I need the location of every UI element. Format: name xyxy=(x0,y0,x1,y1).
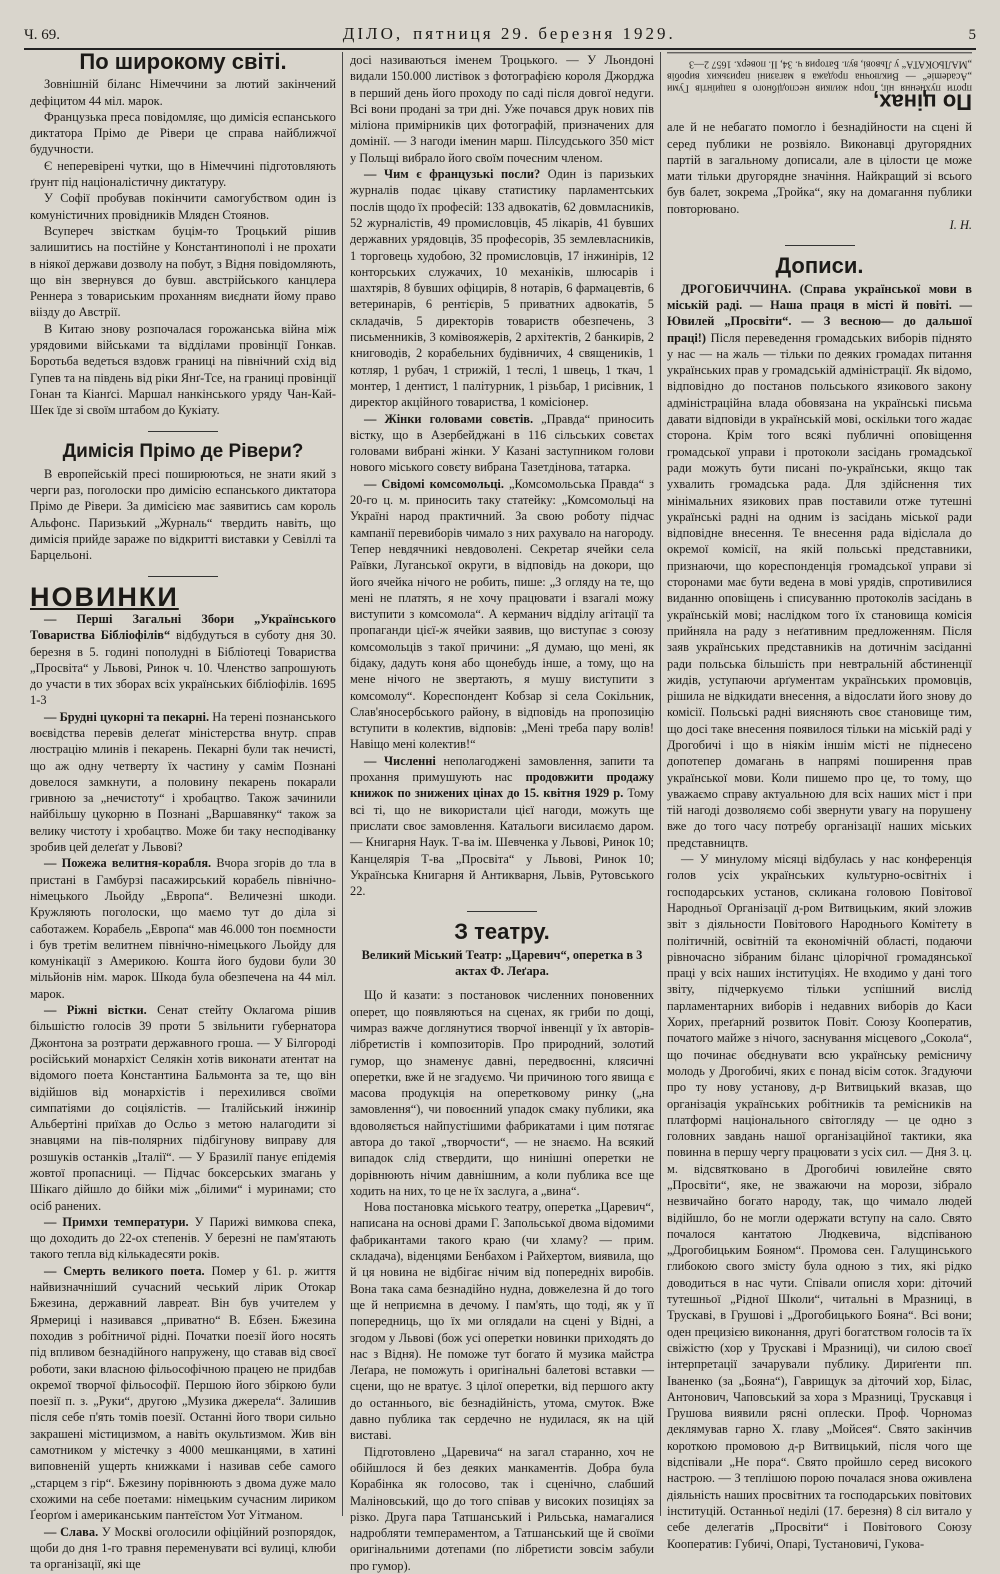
news-text: У Москві оголосили офіційний розпорядок, щоби до дня 1-го травня переменувати всі вулиці, клюби та організації, які ще xyxy=(30,1524,336,1572)
paragraph: У Софії пробував покінчити самогубством один із комуністичних провідників Млядєн Стоянов. xyxy=(30,191,336,222)
section-heading-world: По широкому світі. xyxy=(79,49,287,74)
separator xyxy=(148,576,218,577)
author-signature: І. Н. xyxy=(949,218,972,233)
column-1 xyxy=(30,49,336,1572)
news-item xyxy=(30,1214,336,1263)
news-title: — Слава. xyxy=(44,1524,99,1539)
theatre-subtitle: Великий Міський Театр: „Царевич“, оперетка в 3 актах Ф. Леґара. xyxy=(361,947,643,979)
article-heading-primo: Димісія Прімо де Рівери? xyxy=(62,440,304,462)
news-text: На терені познанського воєвідства перевів делеґат міністерства внутр. справ люстрацію млинів і пекарень. Пекарні були так нечисті, що аж одну четверту їх частину у самім Познані довелося замкнути, а половину пекарень покарали гривною за „нечистоту“ і хробацтво. Також зачинили найбільшу цукорню в Познані „Варшавянку“ також за велику чистоту і хробацтво. Може би таку несподіванку зробив цей делеґат у Львові? xyxy=(30,709,336,855)
letter-item xyxy=(667,281,972,851)
news-item xyxy=(30,1263,336,1524)
upside-down-advertisement xyxy=(667,52,972,115)
paragraph: Нова постановка міського театру, оперетка „Царевич“, написана на основі драми Г. Запольської двома відомими фабрикантами такого краю (чи хламу? — прим. складача), віденцями Бенбахом і Райхертом, виявила, що й ця новина не відбігає нічим від попередніх виробів. Вона така сама безнадійно нудна, довжелезна й до того ще й неприємна в дечому. І пам'ять, що тоді, як у її попередниць, що їх ми оглядали на сцені у Відні, а згодом у Львові (бож усі оперетки новинки приходять до нас з Відня). Не поможе тут богато й музика майстра Леґара, не поможуть і оригінальні балетові вставки — сцени, що не вратує. З цілої оперетки, від першого акту до останнього, віє безнадійність, утома, смуток. Вже давно публика так сердечно не нудилася, як на цій виставі. xyxy=(350,1200,654,1443)
news-item xyxy=(30,709,336,856)
ad-heading: По цінах, xyxy=(873,89,972,115)
paragraph: Всупереч звісткам буцім-то Троцький рішив залишитись на постійне у Константинополі і не прохати в ніякої держави дозволу на побут, з Відня повідомляють, що він звернувся до бувш. австрійського канцлера Реннера з товариським проханням виєднати йому право віізду до Австрії. xyxy=(30,223,336,320)
news-text: Помер у 61. р. життя найвизначніший сучасний чеський лірик Отокар Бжезина, державний лавреат. Він був учителем у Ярмериці і називався „приватно“ В. Ебзен. Бжезина походив з робітничої ріднi. Початки поезії його носять під впливом безнадійного напружену, що ставав від своєї роботи, заки власною фільософічною працею не придбав окремої творчої фільософії. Першою його збіркою були поезії п. з. „Руки“, другою „Музика джерела“. Залишив після себе п'ять томів поезії. Останні його твори сильно закрашені містицизмом, а навіть окультизмом. Жив він самотником у містечку з 4000 мешканцями, в хатині виповненій ущерть книжками і називав себе самого „старцем з гір“. Бжезину порівнюють з двома дуже мало схожими на себе поетами: німецьким сучасним лириком Ґеорґом і американським пантеїстом Уот Уітманом. xyxy=(30,1263,336,1523)
page-number: 5 xyxy=(968,27,976,43)
news-text: Сенат стейту Оклагома рішив більшістю голосів 39 проти 5 звільнити губернатора Джонтона за розтрати державного гроша. — У Білгороді російський монархіст Селякін хотів виконати атентат на відомого поета Константина Бальмонта за те, що він відійшов від монархістів і перехилився своїми симпатіями до соціялістів. — Італійський інжинір Альбертіні приїхав до Осльо з метою налагодити зі знавцями на пів-полярних підбігунову виправу для розшуків останків „Італії“. — У Бразилії панує епідемія жовтої пропасниці. — Підчас боксерських змагань у Шікаго дійшло до бійки між „білими“ і муринами; сто осіб ранених. xyxy=(30,1003,336,1213)
news-item xyxy=(350,476,654,753)
section-heading-news: НОВИНКИ xyxy=(30,581,179,612)
news-title: — Численні xyxy=(364,753,436,768)
news-title: — Пожежа велитня-корабля. xyxy=(44,856,212,871)
news-text: відбудуться в суботу дня 30. березня в 5. годині пополудні в Бібліотеці Товариства „Просвіта“ у Львові, Ринок ч. 10. Членство запрошують до участи в тих зборах всіх українських бібліофілів. 1695 1-3 xyxy=(30,628,336,708)
paragraph: Що й казати: з постановок численних поновенних оперет, що появляються на сценах, як гриби по дощі, чимраз важче доглянутися творчої інвенції у їх авторів-лібретистів і композиторів. Про природний, золотий гумор, що знаменує давні, передвоєнні, клясичні оперетки, вже й не згадуємо. Чи причиною того явища є масова продукція на оперетковому ринку („на замовлення“), чи повоєнний упадок смаку публики, яка вдоволяється найпустішими фабрикатами і цим потягає автора до такої „творчости“, — не знаємо. На всякий випадок слід ствердити, що нинішні оперетки не дорівнюють нічим давнішним, а коли публика все ще ходить на них, то це не їх заслуга, а „вина“. xyxy=(350,988,654,1198)
news-item xyxy=(30,1524,336,1573)
separator xyxy=(785,245,855,246)
column-2 xyxy=(350,52,654,1573)
news-item xyxy=(350,411,654,476)
news-highlight: продовжити продажу книжок по знижених цінах до 15. квітня 1929 р. xyxy=(350,770,654,801)
column-3 xyxy=(667,52,972,1551)
paragraph: Підготовлено „Царевича“ на загал старанно, хоч не обійшлося й без деяких манкаментів. Добра була Корабінка як голосово, так і сценічно, слабший Маліновський, що до того співав у високих позиціях за різко. Друга пара Татшанський і Рильська, намагалися надробляти темпераментом, а Татшанський ще й своїми оригінальними дотепами (по лібретисти зовсім забули про гумор). xyxy=(350,1444,654,1573)
news-title: — Чим є французькі посли? xyxy=(364,167,541,182)
letter-title: ДРОГОБИЧЧИНА. (Справа української мови в міській раді. — Наша праця в місті й повіті. — Ювилей „Просвіти“. — З весною— до дальшої праці!) xyxy=(667,281,972,345)
paragraph: В европейській пресі поширюються, не знати який з черги раз, поголоски про димісію еспанського диктатора Прімо де Рівери. За димісією має заявитись сам король Альфонс. Паризький „Журналь“ твердить навіть, що димісія прийде зараже по відкритті виставки у Севіллі та Барцельоні. xyxy=(30,466,336,563)
ad-text: проти пухнення ніг, порн жилкив несподібного в пациїнтів Гуми „Academie“ — Виключна продажа в магазині паризьких виробів „МАЛЬОКАТА“ у Львові, вул. Батория ч. 34, ІІ. поверх. 1657 2—3 xyxy=(667,58,972,93)
issue-date: пятниця 29. березня 1929. xyxy=(413,24,676,43)
separator xyxy=(467,911,537,912)
news-item xyxy=(350,166,654,410)
news-title: — Ріжні вістки. xyxy=(44,1003,147,1018)
news-text: Один із паризьких журналів подає цікаву статистику парламентських послів щодо їх професій: 133 адвокатів, 62 довмласників, 52 журналістів, 49 промисловців, 45 лікарів, 41 бувших державних урядовців, 35 професорів, 35 землевласників, 1 торговець худобою, 32 промисловців, 17 інжинірів, 12 конторських служачих, 10 механіків, шлюсарів і шахтярів, 8 бувших офіцирів, 8 нотарів, 6 фармацевтів, 6 ветеринарів, 6 рентієрів, 5 приватних адвокатів, 5 складачів, 5 директорів товариств обезпечень, 3 письменників, 3 комівояжерів, 2 архітектів, 2 банкирів, 2 книговодів, 2 корабельних будівничих, 4 священиків, 1 котляр, 1 рубач, 1 стрижій, 1 теслі, 1 швець, 1 ткач, 1 монтер, 1 дентист, 1 палітурник, 1 різьбар, 1 рисівник, 1 директор акційного товариства, 1 комісіонер. xyxy=(350,167,654,410)
news-item xyxy=(30,611,336,709)
news-text: Вчора згорів до тла в пристані в Гамбурзі пасажирський корабель північно-німецького Льойду „Европа“. Величезні шкоди. Кружляють поголоски, що маємо тут до діла зі саботажем. Корабель „Европа“ мав 46.000 тон поємности і був третім велитнем північно-німецького Льойду для комунікації з Америкою. Кошта його будови були 30 мільйонів нім. марок. Шкода була обезпечена на 44 міл. марок. xyxy=(30,856,336,1001)
masthead-title xyxy=(343,24,686,44)
paragraph: — У минулому місяці відбулась у нас конференція голов усіх українських культурно-освітніх і господарських установ, скликана головою Повітової Народньої Організації д-ром Витвицьким, який зложив звіт з діяльности Повітового Народнього Комітету в політичній, освітній та економічній області, подаючи рівночасно зібраним біланс цілорічної громадянської праці у всіх наших інституціях. Не входимо у дані того звіту, підчеркуємо тільки успішний вислід парламентарних виборів і недавних виборів до Каси Хорих, преґарний розвиток Повіт. Союзу Кооператив, початого майже з нічого, заснування місцевого „Сокола“, що починає обєднувати всю українську ремісничу молодь у Дрогобичі, яких є понад вісім соток. Згадуючи про ту нову установу, д-р Витвицький вказав, що організація українських робітників та ремісників на платформі національного світогляду — це одно з головних завдань нашої організаційної тактики, яка повинна в першу чергу працювати з усіх сил. — Дня 3. ц. м. відсвятковано в Дрогобичі ювилейне свято „Просвіти“, яке, не зважаючи на морози, зібрало незвичайно богато народу, так, що чимало людей відійшло, бо не могли одержати вступу на сало. Свято почалося кантатою Людкевича, відспіваною „Дрогобицьким Бояном“. Промова сен. Галущинського глибокою свого змісту була одною з тих, які рідко доводиться в нас чути. Співали описля хори: діточий тутешньої „Рідної Школи“, читальні в Мразниці, в Трускаві, в Грушові і „Дрогобицького Бояна“. Всі вони; оден прецизією виконання, другі богатством голосів та їх свіжістю (хор у Трускаві і Мразниці), чи силою своєї інтерпретації зачарували публику. Дириґенти пп. Іваненко (за „Бояна“), Гаврищук за діточий хор, Білас, Антонович, Чаповський за хора з Мразниці, Трускавця і Грушова виявили рясні оплески. Проф. Чорномаз деклямував гарно Х. главу „Мойсея“. Свято закінчив короткою промовою д-р Витвицький, після чого ще відспівали „Не пора“. Свято пройшло серед високого настрою. — З теплішою порою почалася знова оживлена діяльність наших просвітних та господарських повітових інституцій. Останньої неділі (17. березня) 8 сіл витало у себе делегатів „Просвіти“ і Повітового Союзу Кооператив: Губичі, Опарі, Тустановичі, Гукова- xyxy=(667,852,972,1551)
news-text: „Комсомольська Правда“ з 20-го ц. м. приносить таку статейку: „Комсомольці на Україні народ практичний. За свою роботу підчас кампанії перевиборів чимало з них рахувало на нагороду. Тепер невдячникі невдоволені. Секретар ячейки села Раївки, Луганської округи, в відповідь на докори, що його ячейка нічого не робить, пише: „З огляду на те, що мені не платять, я не хочу працювати і взагалі можу виступити з комсомола“. А керманич відділу агітації та пропаганди цієї-ж ячейки заявив, що виступає з союзу комсомольців з такої причини: „Я думаю, що мені, як бідаку, дадуть коня або щонебудь інше, а тому, що на мене нічого не звертають, я мушу виступити з комсомолу“. Кореспондент Кобзар зі села Сокільник, Слав'яносербського району, в відповідь на пропозицію вступити в колектив, відповів: „Мені треба пару волів! Навіщо мені колектив!“ xyxy=(350,476,654,752)
paragraph: Французька преса повідомляє, що димісія еспанського диктатора Прімо де Рівери це справа найближчої будучности. xyxy=(30,109,336,157)
news-title: — Свідомі комсомольці. xyxy=(364,476,504,491)
news-item xyxy=(350,753,654,900)
paragraph: Зовнішній біланс Німеччини за лютий закінчений дефіцитом 44 міл. марок. xyxy=(30,77,336,108)
paragraph: Є неперевірені чутки, що в Німеччині підготовляють ґрунт під націоналістичну диктатуру. xyxy=(30,158,336,190)
news-title: — Перші Загальні Збори „Українського Товариства Бібліофілів“ xyxy=(30,611,336,643)
section-heading-letters: Дописи. xyxy=(775,253,864,279)
paper-name: ДІЛО, xyxy=(342,24,404,43)
paragraph: але й не небагато помогло і безнадійности на сцені й серед публики не розвіяло. Виконавці другорядних партій в загальному дописали, але в цілости це може мати тільки другорядне значіння. Найкращий зі всього був балет, зокрема „Тройка“, яку на домагання публики повторювано. xyxy=(667,120,972,216)
masthead xyxy=(24,14,976,50)
news-text: неполагоджені замовлення, запити та прохання примушують нас xyxy=(350,753,654,785)
news-text: „Правда“ приносить вістку, що в Азербейджані в 116 сільських совєтах головами вибрані жінки. У Казані заступником голови нового міського совєту вибрана Тазетдінова, татарка. xyxy=(350,411,654,475)
paragraph: досі називаються іменем Троцького. — У Льондоні видали 150.000 листівок з фотографією короля Джорджа в перший день його проходу по саді після довгої недуги. Всі вони продані за три дні. Уже почався друк нових пів міліона примірників цих фотографій, призначених для домінії. — З нагоди іменин марш. Пілсудського 350 міст у Польщі вибрало його своїм почесним членом. xyxy=(350,53,654,165)
news-title: — Брудні цукорні та пекарні. xyxy=(44,709,210,724)
letter-text: Після переведення громадських виборів піднято у нас — на жаль — тільки по деяких громадах питання українських прав у громадській адміністрації. Як відомо, відповідно до постанов польського язикового закону адміністраційна влада обовязана на українські письма давати відповіди в українській мові, оскільки того жадає сторона. Крім того всякі публичні оповіщення громадської управи і протоколи засідань громадської ради можуть бути писані по-українськи, якщо так ухвалить громадська рада. Для здійснення тих мінімальних язикових прав поставили отже тутешні українські радні на одним із засідань міської ради відповідне внесення. Те внесення рада відіслала до окремої комісії, на якій польські представники, признаючи, що кореспонденція громадської управи зі сторонами має бути ведена в мові урядів, спротивилися виданню оповіщень і списуванню протоколів засідань в українській мові; наслідком того їх становища комісія прийняла на раду з неґативним предложенням. Після заяв українських представників на дотичнім засіданні ради польська більшість при невтральній абстиненції жидів, уступаючи арґументам українських промовців, рішила не відкидати внесення, а відослати його знову до комісії. Польські радні виясняють своє становище тим, що досі таке внесення появилося тільки на міській раді у Дрогобичі і що в ніякім іншім місті не піднесено допотепер домагань в напрямі поширення прав української мови. Коли пишемо про це, то тому, що уважаємо справу актуальною для всіх наших міст і при тій нагоді дозволяємо собі звернути увагу на порушену вже до того часу потребу організації наших міських представництв. xyxy=(667,330,972,850)
separator xyxy=(148,431,218,432)
news-text: Тому всі ті, що не використали цієї нагоди, можуть ще прислати своє замовлення. Катальоги висилаємо даром. — Книгарня Наук. Т-ва ім. Шевченка у Львові, Ринок 10; Канцелярія Т-ва „Просвіта“ у Львові, Ринок 10; Українська Книгарня й Антикварня, Львів, Рутовського 22. xyxy=(350,786,654,899)
news-text: У Парижі вимкова спека, що доходить до 22-ох степенів. У березні не пам'ятають такого тепла від кількадесяти років. xyxy=(30,1214,336,1262)
paragraph: В Китаю знову розпочалася горожанська війна між урядовими військами та відділами провінції Гонкав. Боротьба ведеться вздовж границі на північний схід від Гупев та на південь від ріки Янґ-Тсе, на границі провінції Гонан та Кіанґсі. Маршал нанкінського уряду Чан-Кай-Шек їде зі своїм штабом до Кукіату. xyxy=(30,321,336,418)
news-item xyxy=(30,1002,336,1214)
column-divider xyxy=(342,52,343,1516)
column-divider xyxy=(660,52,661,1516)
news-title: — Смерть великого поета. xyxy=(44,1263,205,1278)
issue-number: Ч. 69. xyxy=(24,27,60,43)
news-title: — Жінки головами совєтів. xyxy=(364,411,534,426)
news-item xyxy=(30,855,336,1002)
section-heading-theatre: З театру. xyxy=(454,919,550,945)
news-title: — Примхи температури. xyxy=(44,1214,189,1229)
